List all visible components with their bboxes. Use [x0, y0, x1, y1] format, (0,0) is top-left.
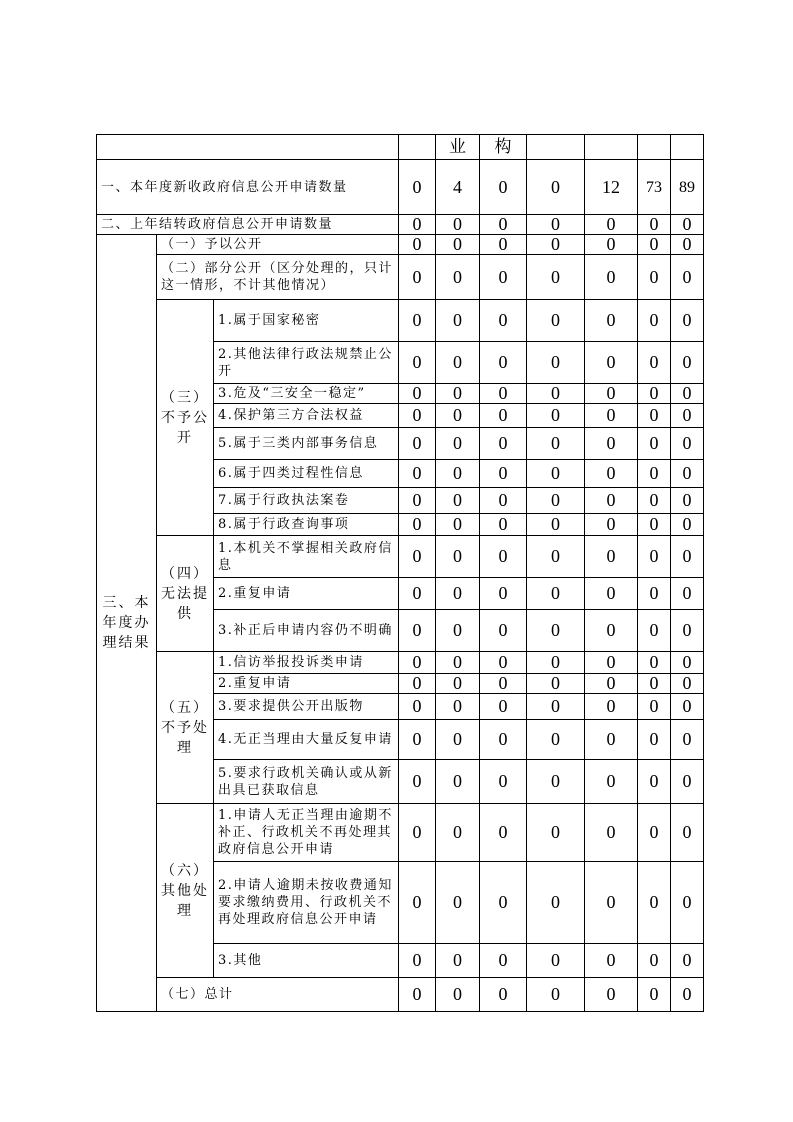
value-cell: 0	[436, 652, 480, 674]
value-cell: 0	[638, 460, 671, 488]
value-cell: 0	[480, 384, 527, 404]
value-cell: 0	[480, 342, 527, 384]
value-cell: 0	[527, 460, 585, 488]
value-cell: 0	[399, 978, 436, 1012]
header-cell	[399, 135, 436, 160]
value-cell: 0	[638, 536, 671, 578]
header-text: 业	[449, 136, 466, 157]
value-cell: 0	[399, 804, 436, 862]
value-cell: 0	[399, 944, 436, 978]
category-label: （五）不予处理	[157, 652, 214, 804]
value-cell: 0	[585, 944, 638, 978]
value-cell: 0	[527, 652, 585, 674]
row-label: 1.申请人无正当理由逾期不补正、行政机关不再处理其政府信息公开申请	[214, 804, 399, 862]
value-cell: 0	[527, 300, 585, 342]
value-cell: 0	[436, 460, 480, 488]
value-cell: 0	[480, 460, 527, 488]
header-cell	[585, 135, 638, 160]
value-cell: 0	[436, 804, 480, 862]
value-cell: 0	[638, 720, 671, 760]
value-cell: 0	[399, 428, 436, 460]
table-row	[97, 978, 704, 1012]
row-label: （一）予以公开	[157, 235, 399, 255]
value-cell: 0	[671, 610, 704, 652]
value-cell: 0	[399, 720, 436, 760]
value-cell: 0	[436, 862, 480, 944]
value-cell: 0	[480, 536, 527, 578]
value-cell: 0	[436, 300, 480, 342]
value-cell: 0	[399, 160, 436, 215]
value-cell: 0	[480, 944, 527, 978]
value-cell: 0	[585, 804, 638, 862]
value-cell: 0	[480, 578, 527, 610]
value-cell: 0	[585, 300, 638, 342]
value-cell: 0	[671, 862, 704, 944]
value-cell: 0	[399, 610, 436, 652]
value-cell: 0	[638, 694, 671, 720]
value-cell: 0	[527, 610, 585, 652]
row-label: 5.要求行政机关确认或从新出具已获取信息	[214, 760, 399, 804]
value-cell: 0	[671, 215, 704, 235]
table-row	[97, 804, 704, 862]
value-cell: 0	[399, 460, 436, 488]
table-row	[97, 235, 704, 255]
value-cell: 0	[527, 978, 585, 1012]
value-cell: 0	[671, 944, 704, 978]
value-cell: 0	[671, 342, 704, 384]
header-cell	[671, 135, 704, 160]
value-cell: 0	[399, 215, 436, 235]
row-label: 二、上年结转政府信息公开申请数量	[97, 215, 399, 235]
value-cell: 0	[585, 460, 638, 488]
table-body	[97, 135, 704, 1012]
value-cell: 0	[436, 235, 480, 255]
value-cell: 0	[480, 215, 527, 235]
value-cell: 0	[671, 978, 704, 1012]
value-cell: 0	[399, 694, 436, 720]
value-cell: 0	[527, 944, 585, 978]
value-cell: 0	[480, 255, 527, 300]
value-cell: 0	[399, 652, 436, 674]
value-cell: 0	[671, 674, 704, 694]
value-cell: 0	[436, 674, 480, 694]
value-cell: 0	[671, 300, 704, 342]
value-cell: 0	[585, 760, 638, 804]
value-cell: 0	[671, 694, 704, 720]
value-cell: 0	[480, 610, 527, 652]
row-label: 2.申请人逾期未按收费通知要求缴纳费用、行政机关不再处理政府信息公开申请	[214, 862, 399, 944]
value-cell: 0	[638, 610, 671, 652]
value-cell: 0	[436, 760, 480, 804]
value-cell: 0	[527, 862, 585, 944]
value-cell: 0	[638, 255, 671, 300]
value-cell: 0	[436, 514, 480, 536]
value-cell: 0	[399, 514, 436, 536]
value-cell: 0	[671, 720, 704, 760]
value-cell: 0	[480, 652, 527, 674]
value-cell: 0	[671, 578, 704, 610]
value-cell: 0	[671, 404, 704, 428]
value-cell: 0	[436, 944, 480, 978]
value-cell: 0	[527, 160, 585, 215]
value-cell: 0	[399, 404, 436, 428]
row-label: 3.其他	[214, 944, 399, 978]
value-cell: 0	[527, 694, 585, 720]
value-cell: 0	[436, 578, 480, 610]
value-cell: 0	[585, 215, 638, 235]
value-cell: 0	[638, 404, 671, 428]
value-cell: 0	[585, 674, 638, 694]
category-label: （四）无法提供	[157, 536, 214, 652]
value-cell: 0	[638, 944, 671, 978]
row-label: 7.属于行政执法案卷	[214, 488, 399, 514]
value-cell: 0	[480, 160, 527, 215]
row-label: 8.属于行政查询事项	[214, 514, 399, 536]
value-cell: 0	[399, 384, 436, 404]
value-cell: 0	[480, 300, 527, 342]
table-row	[97, 255, 704, 300]
value-cell: 0	[527, 514, 585, 536]
value-cell: 0	[585, 404, 638, 428]
header-row	[97, 135, 704, 160]
value-cell: 0	[585, 488, 638, 514]
row-label: 1.本机关不掌握相关政府信息	[214, 536, 399, 578]
value-cell: 0	[480, 235, 527, 255]
value-cell: 0	[671, 460, 704, 488]
value-cell: 0	[638, 514, 671, 536]
value-cell: 0	[527, 255, 585, 300]
value-cell: 0	[638, 235, 671, 255]
row-label: （二）部分公开（区分处理的，只计这一情形，不计其他情况）	[157, 255, 399, 300]
value-cell: 0	[399, 488, 436, 514]
value-cell: 0	[638, 978, 671, 1012]
value-cell: 0	[638, 300, 671, 342]
value-cell: 0	[527, 215, 585, 235]
value-cell: 0	[671, 760, 704, 804]
value-cell: 0	[436, 215, 480, 235]
row-label: 2.其他法律行政法规禁止公开	[214, 342, 399, 384]
value-cell: 0	[671, 235, 704, 255]
value-cell: 0	[480, 674, 527, 694]
table-row	[97, 300, 704, 342]
value-cell: 0	[480, 404, 527, 428]
table-row	[97, 652, 704, 674]
value-cell: 0	[399, 536, 436, 578]
value-cell: 0	[671, 428, 704, 460]
value-cell: 0	[671, 255, 704, 300]
row-label: 3.补正后申请内容仍不明确	[214, 610, 399, 652]
value-cell: 0	[638, 384, 671, 404]
section-label: 三、本年度办理结果	[97, 235, 157, 1012]
value-cell: 0	[638, 428, 671, 460]
value-cell: 0	[671, 804, 704, 862]
header-cell	[480, 135, 527, 160]
value-cell: 0	[527, 342, 585, 384]
header-cell	[527, 135, 585, 160]
value-cell: 0	[585, 720, 638, 760]
value-cell: 0	[638, 862, 671, 944]
row-label: 3.要求提供公开出版物	[214, 694, 399, 720]
value-cell: 4	[436, 160, 480, 215]
value-cell: 0	[480, 514, 527, 536]
value-cell: 0	[480, 720, 527, 760]
value-cell: 0	[399, 760, 436, 804]
value-cell: 0	[671, 384, 704, 404]
value-cell: 0	[436, 610, 480, 652]
value-cell: 0	[399, 674, 436, 694]
value-cell: 0	[638, 578, 671, 610]
table-row	[97, 160, 704, 215]
value-cell: 0	[638, 342, 671, 384]
value-cell: 0	[585, 255, 638, 300]
value-cell: 0	[399, 342, 436, 384]
value-cell: 0	[527, 804, 585, 862]
value-cell: 0	[585, 578, 638, 610]
value-cell: 0	[480, 488, 527, 514]
value-cell: 0	[585, 514, 638, 536]
value-cell: 0	[585, 384, 638, 404]
category-label: （六）其他处理	[157, 804, 214, 978]
row-label: 4.无正当理由大量反复申请	[214, 720, 399, 760]
row-label: 5.属于三类内部事务信息	[214, 428, 399, 460]
statistics-table	[96, 134, 704, 1012]
value-cell: 0	[527, 235, 585, 255]
row-label: 3.危及“三安全一稳定”	[214, 384, 399, 404]
value-cell: 0	[585, 652, 638, 674]
value-cell: 0	[480, 978, 527, 1012]
value-cell: 0	[671, 652, 704, 674]
value-cell: 0	[436, 536, 480, 578]
value-cell: 0	[671, 514, 704, 536]
value-cell: 0	[638, 215, 671, 235]
row-label: 1.属于国家秘密	[214, 300, 399, 342]
value-cell: 0	[527, 384, 585, 404]
value-cell: 12	[585, 160, 638, 215]
value-cell: 0	[585, 536, 638, 578]
value-cell: 73	[638, 160, 671, 215]
value-cell: 0	[527, 760, 585, 804]
value-cell: 0	[480, 694, 527, 720]
value-cell: 89	[671, 160, 704, 215]
header-text: 构	[494, 136, 512, 157]
value-cell: 0	[436, 342, 480, 384]
value-cell: 0	[480, 804, 527, 862]
value-cell: 0	[527, 578, 585, 610]
row-label: 2.重复申请	[214, 674, 399, 694]
value-cell: 0	[638, 652, 671, 674]
header-blank-cell	[97, 135, 399, 160]
value-cell: 0	[436, 255, 480, 300]
row-label: 1.信访举报投诉类申请	[214, 652, 399, 674]
value-cell: 0	[527, 428, 585, 460]
value-cell: 0	[585, 342, 638, 384]
value-cell: 0	[527, 404, 585, 428]
row-label: 2.重复申请	[214, 578, 399, 610]
table-row	[97, 536, 704, 578]
value-cell: 0	[585, 978, 638, 1012]
value-cell: 0	[436, 428, 480, 460]
value-cell: 0	[480, 760, 527, 804]
value-cell: 0	[399, 578, 436, 610]
value-cell: 0	[436, 694, 480, 720]
value-cell: 0	[638, 488, 671, 514]
value-cell: 0	[480, 428, 527, 460]
value-cell: 0	[527, 720, 585, 760]
value-cell: 0	[436, 404, 480, 428]
value-cell: 0	[436, 384, 480, 404]
value-cell: 0	[436, 978, 480, 1012]
value-cell: 0	[638, 674, 671, 694]
row-label: 4.保护第三方合法权益	[214, 404, 399, 428]
value-cell: 0	[436, 488, 480, 514]
header-cell	[436, 135, 480, 160]
value-cell: 0	[480, 862, 527, 944]
value-cell: 0	[585, 694, 638, 720]
value-cell: 0	[585, 428, 638, 460]
row-label: （七）总计	[157, 978, 399, 1012]
value-cell: 0	[527, 488, 585, 514]
table-row	[97, 215, 704, 235]
value-cell: 0	[671, 488, 704, 514]
value-cell: 0	[585, 235, 638, 255]
row-label: 一、本年度新收政府信息公开申请数量	[97, 160, 399, 215]
value-cell: 0	[399, 300, 436, 342]
value-cell: 0	[399, 862, 436, 944]
value-cell: 0	[638, 804, 671, 862]
value-cell: 0	[527, 674, 585, 694]
value-cell: 0	[399, 235, 436, 255]
value-cell: 0	[671, 536, 704, 578]
value-cell: 0	[638, 760, 671, 804]
header-cell	[638, 135, 671, 160]
value-cell: 0	[436, 720, 480, 760]
category-label: （三）不予公开	[157, 300, 214, 536]
value-cell: 0	[585, 610, 638, 652]
value-cell: 0	[585, 862, 638, 944]
value-cell: 0	[527, 536, 585, 578]
value-cell: 0	[399, 255, 436, 300]
row-label: 6.属于四类过程性信息	[214, 460, 399, 488]
